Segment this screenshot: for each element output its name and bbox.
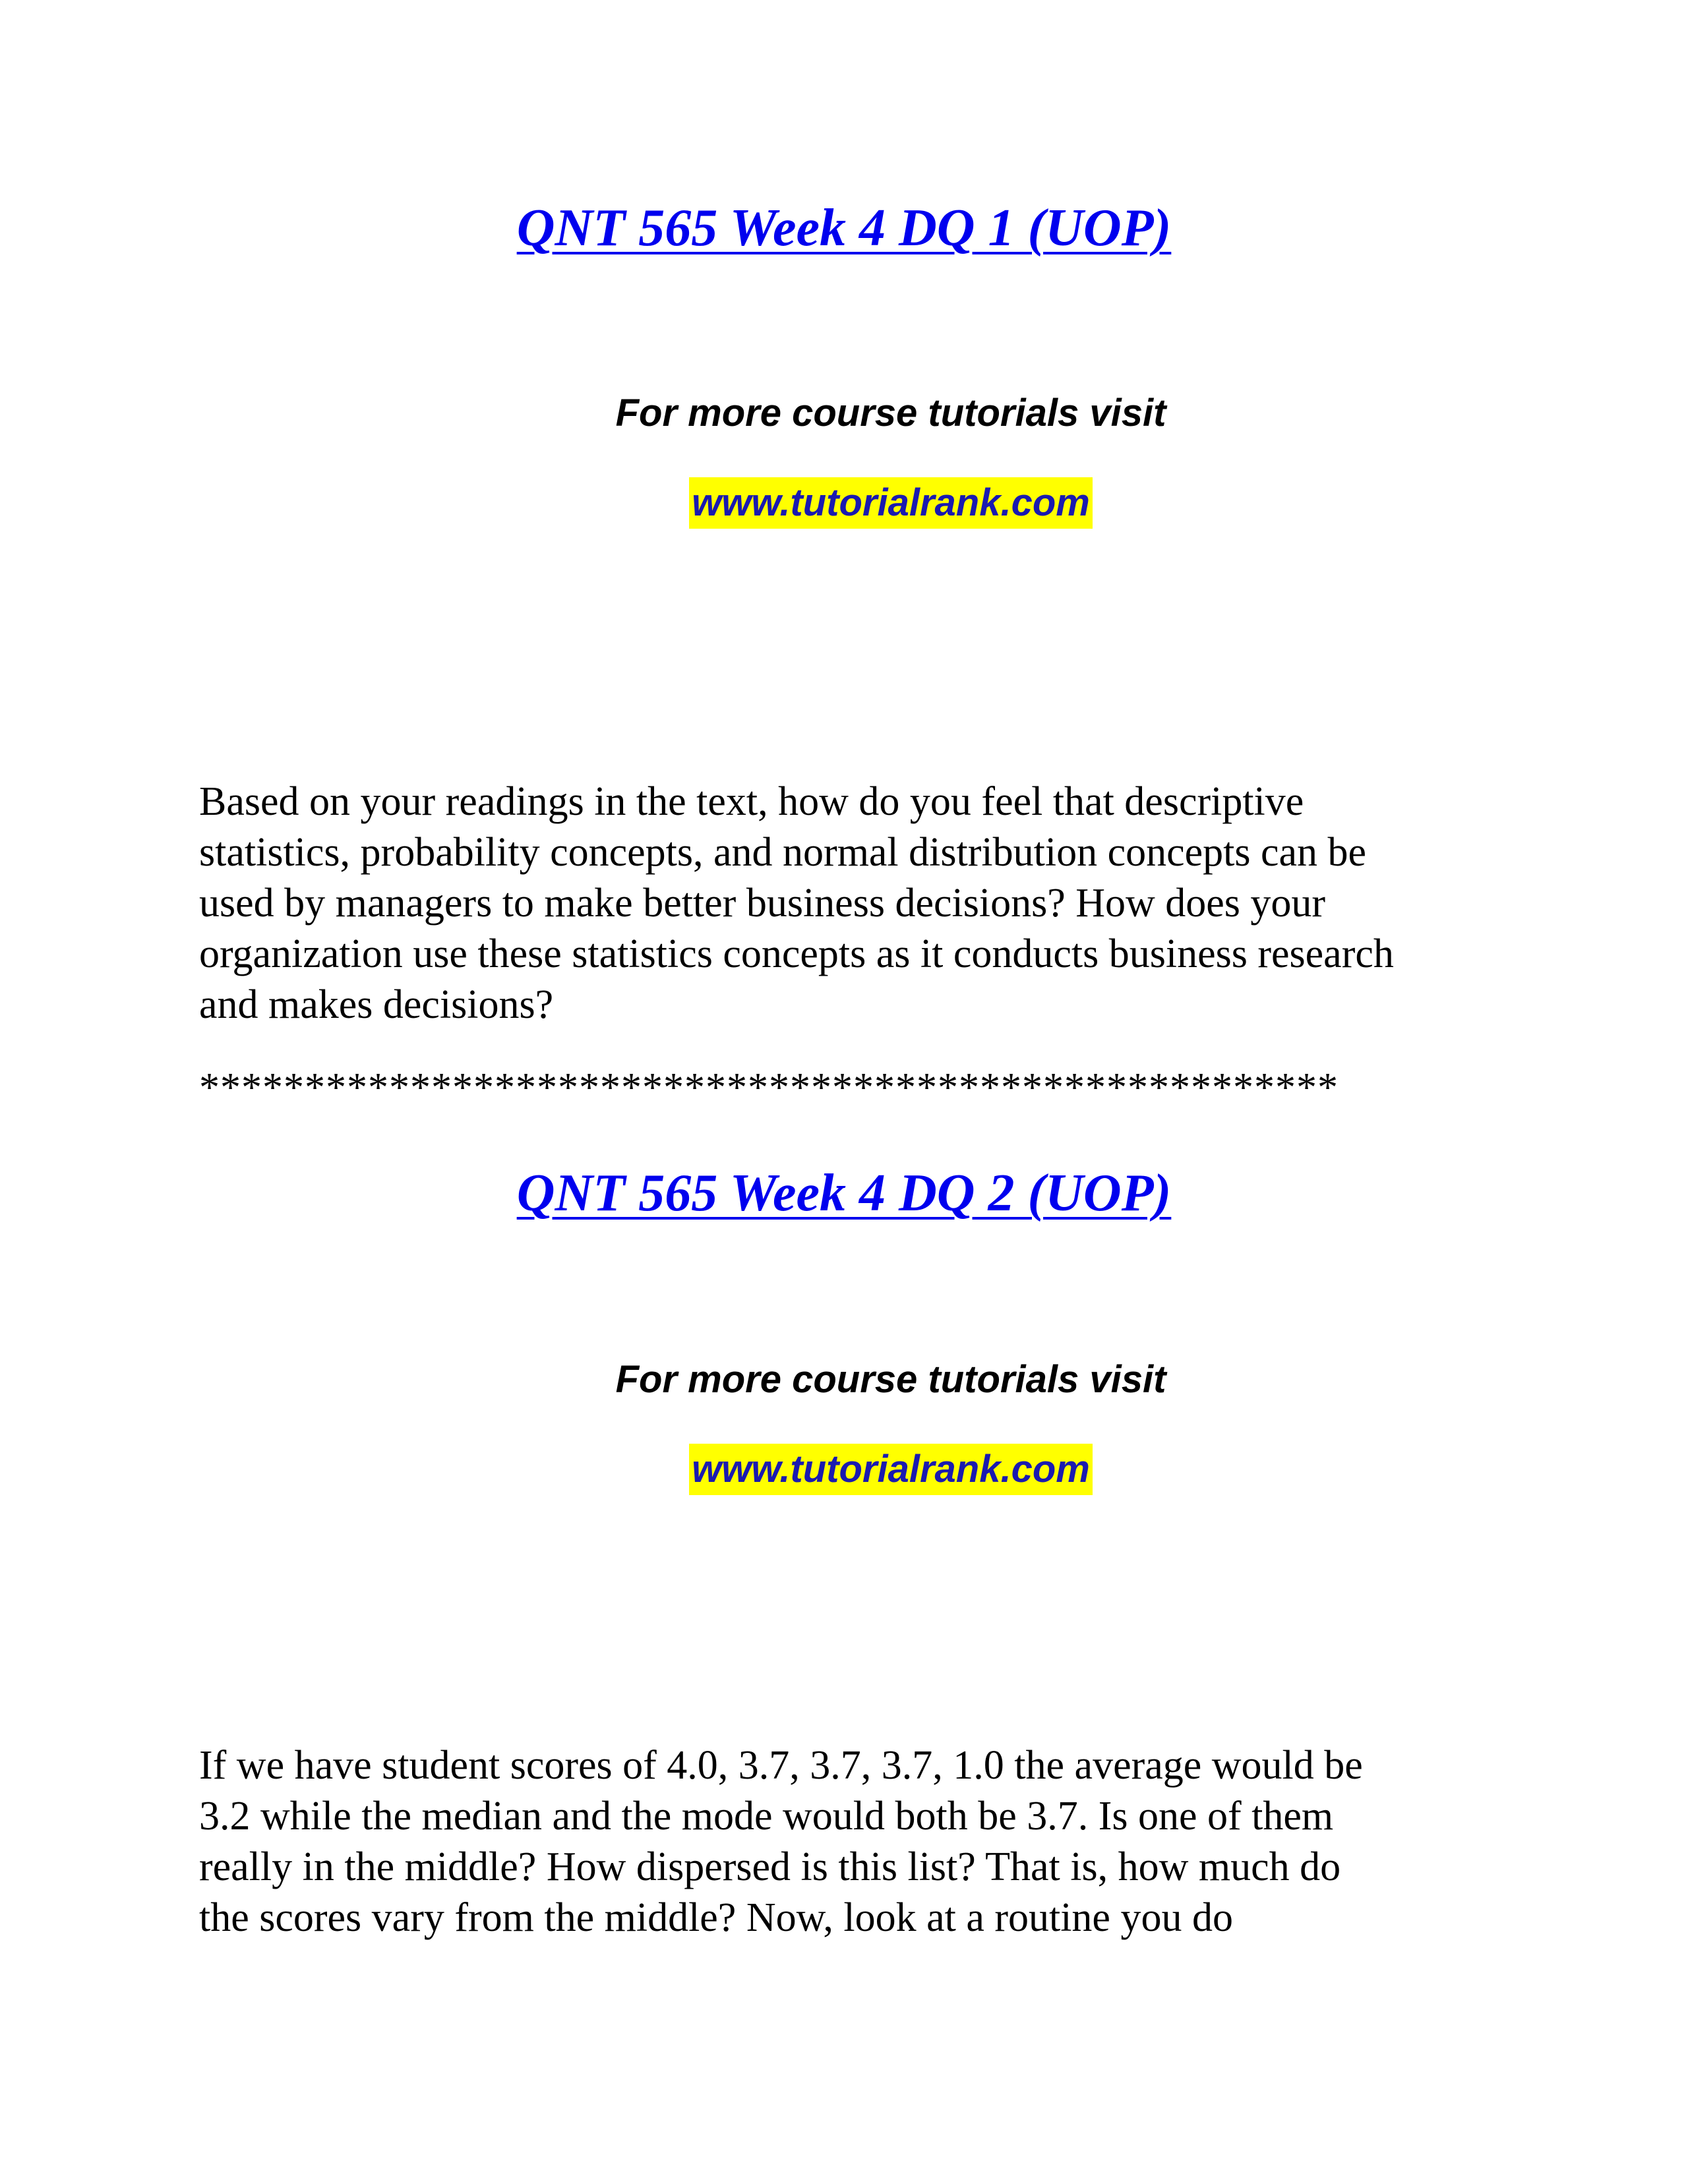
section-2-body-line: the scores vary from the middle? Now, look at a routine you do <box>199 1895 1233 1940</box>
separator-line: ****************************************************** <box>199 1065 1339 1110</box>
section-1-body-line: and makes decisions? <box>199 982 554 1027</box>
section-1-body <box>199 777 1511 1030</box>
section-1-url-link[interactable]: www.tutorialrank.com <box>689 477 1093 529</box>
section-1-body-line: Based on your readings in the text, how do you feel that descriptive <box>199 779 1304 824</box>
section-2-url-wrapper <box>0 1444 1688 1495</box>
section-2-title[interactable] <box>0 1162 1688 1225</box>
section-1-body-line: used by managers to make better business decisions? How does your <box>199 881 1326 926</box>
section-1-visit-text: For more course tutorials visit <box>615 392 1166 434</box>
section-1-url-wrapper <box>0 477 1688 529</box>
section-2-visit-text: For more course tutorials visit <box>615 1358 1166 1401</box>
section-1-title-link[interactable]: QNT 565 Week 4 DQ 1 (UOP) <box>516 199 1172 257</box>
section-2-url-link[interactable]: www.tutorialrank.com <box>689 1444 1093 1495</box>
section-2-title-link[interactable]: QNT 565 Week 4 DQ 2 (UOP) <box>516 1164 1172 1222</box>
section-1-body-line: organization use these statistics concepts as it conducts business research <box>199 931 1394 976</box>
section-1-body-line: statistics, probability concepts, and normal distribution concepts can be <box>199 830 1367 875</box>
section-2-body-line: really in the middle? How dispersed is this list? That is, how much do <box>199 1845 1341 1889</box>
section-2-body-line: If we have student scores of 4.0, 3.7, 3.7, 3.7, 1.0 the average would be <box>199 1743 1363 1788</box>
section-1-title[interactable] <box>0 196 1688 260</box>
section-2-body <box>199 1740 1511 1943</box>
section-2-body-line: 3.2 while the median and the mode would both be 3.7. Is one of them <box>199 1794 1334 1839</box>
